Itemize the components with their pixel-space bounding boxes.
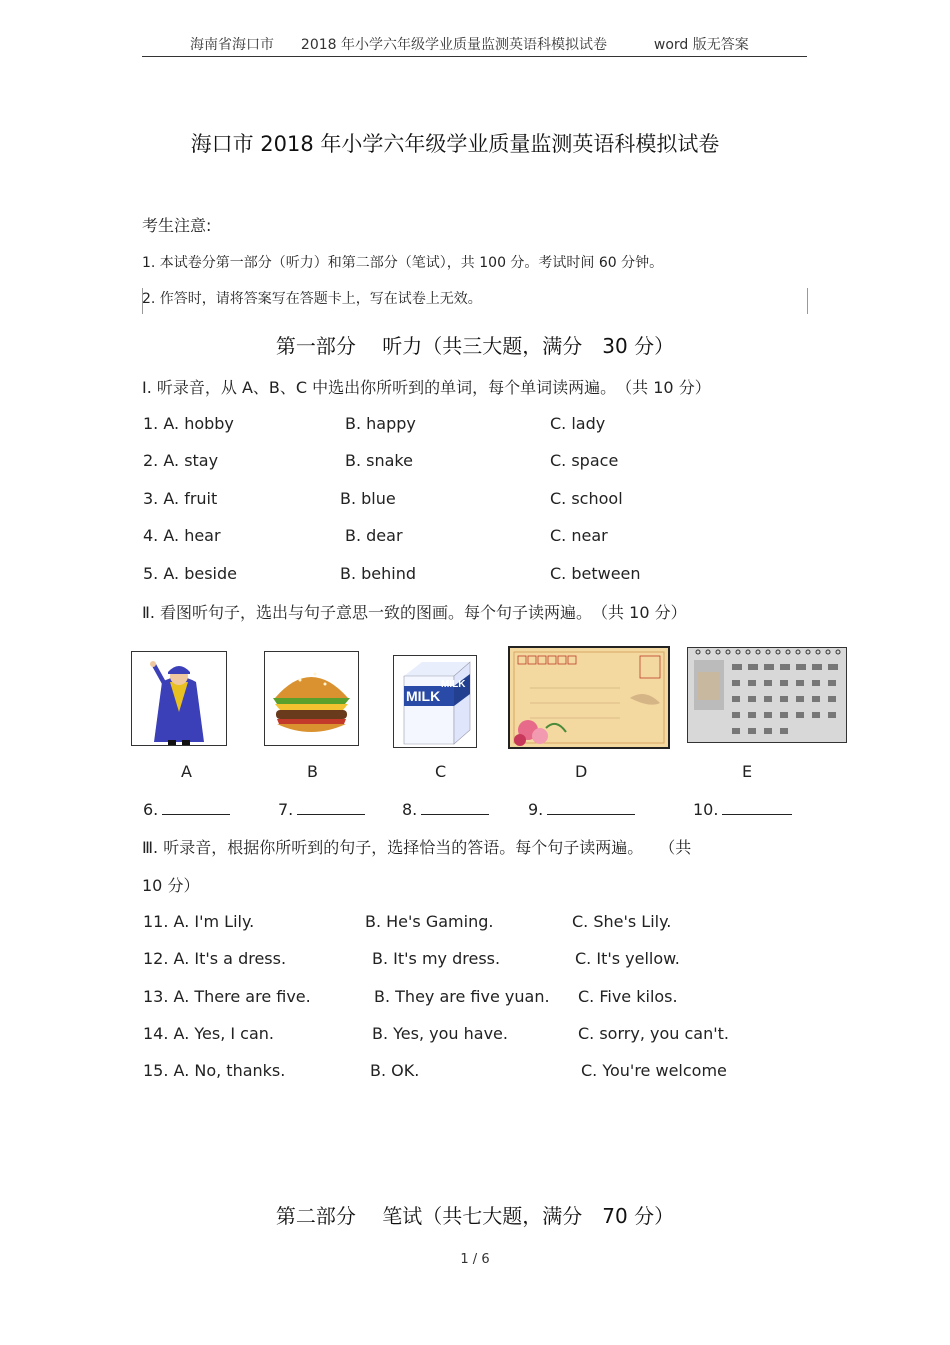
option-a: 1. A. hobby	[143, 414, 234, 433]
option-c: C. school	[550, 489, 623, 508]
option-c: C. space	[550, 451, 619, 470]
option-b: B. It's my dress.	[372, 949, 501, 968]
milk-label-front: MILK	[406, 688, 441, 704]
section3-heading-cont: 10 分）	[142, 876, 200, 895]
blank-7-number: 7.	[278, 800, 294, 819]
page-title: 海口市 2018 年小学六年级学业质量监测英语科模拟试卷	[190, 132, 720, 156]
option-c: C. You're welcome	[581, 1061, 727, 1080]
option-c: C. near	[550, 526, 608, 545]
section3-heading: Ⅲ. 听录音，根据你所听到的句子，选择恰当的答语。每个句子读两遍。 （共	[142, 838, 692, 857]
blank-9-number: 9.	[528, 800, 544, 819]
notice-item-1: 1. 本试卷分第一部分（听力）和第二部分（笔试），共 100 分。考试时间 60 分钟。	[142, 255, 664, 271]
blank-8	[402, 800, 489, 819]
header-title: 2018 年小学六年级学业质量监测英语科模拟试卷	[300, 37, 607, 53]
option-c: C. Five kilos.	[578, 987, 678, 1006]
blank-9	[528, 800, 635, 819]
option-c: C. sorry, you can't.	[578, 1024, 729, 1043]
option-c: C. It's yellow.	[575, 949, 680, 968]
picture-letter-d: D	[575, 762, 588, 781]
blank-10-number: 10.	[693, 800, 719, 819]
picture-b-hamburger	[264, 651, 359, 746]
option-a: 3. A. fruit	[143, 489, 218, 508]
option-a: 15. A. No, thanks.	[143, 1061, 286, 1080]
picture-e-calendar	[687, 647, 847, 743]
picture-c-milk	[393, 655, 477, 748]
picture-letter-e: E	[742, 762, 753, 781]
milk-label-side: MILK	[441, 679, 466, 690]
option-a: 4. A. hear	[143, 526, 221, 545]
option-b: B. They are five yuan.	[374, 987, 550, 1006]
option-b: B. Yes, you have.	[372, 1024, 508, 1043]
page-number: 1 / 6	[460, 1252, 490, 1267]
option-a: 11. A. I'm Lily.	[143, 912, 255, 931]
option-c: C. lady	[550, 414, 606, 433]
option-a: 13. A. There are five.	[143, 987, 311, 1006]
blank-8-number: 8.	[402, 800, 418, 819]
hamburger-icon	[265, 652, 358, 745]
option-a: 12. A. It's a dress.	[143, 949, 287, 968]
notice-heading: 考生注意:	[142, 216, 212, 235]
picture-letter-a: A	[181, 762, 192, 781]
option-a: 5. A. beside	[143, 564, 237, 583]
blank-6	[143, 800, 230, 819]
picture-a-raincoat	[131, 651, 227, 746]
notice-item-2: 2. 作答时，请将答案写在答题卡上，写在试卷上无效。	[142, 291, 482, 307]
section1-heading: Ⅰ. 听录音，从 A、B、C 中选出你所听到的单词，每个单词读两遍。 （共 10 分）	[142, 378, 711, 397]
header-region: 海南省海口市	[190, 37, 274, 53]
blank-6-number: 6.	[143, 800, 159, 819]
picture-letter-c: C	[435, 762, 447, 781]
running-header	[190, 34, 749, 54]
option-a: 2. A. stay	[143, 451, 219, 470]
option-b: B. behind	[340, 564, 417, 583]
section2-heading: Ⅱ. 看图听句子，选出与句子意思一致的图画。每个句子读两遍。 （共 10 分）	[142, 603, 687, 622]
option-b: B. snake	[345, 451, 413, 470]
calendar-icon	[688, 648, 846, 742]
picture-d-postcard	[508, 646, 670, 749]
option-b: B. OK.	[370, 1061, 420, 1080]
header-note: word 版无答案	[653, 37, 749, 53]
part1-heading: 第一部分 听力（共三大题，满分 30 分）	[275, 334, 675, 358]
picture-letter-b: B	[307, 762, 318, 781]
option-b: B. He's Gaming.	[365, 912, 494, 931]
option-c: C. between	[550, 564, 641, 583]
option-b: B. dear	[345, 526, 403, 545]
option-b: B. blue	[340, 489, 396, 508]
option-a: 14. A. Yes, I can.	[143, 1024, 274, 1043]
blank-7	[278, 800, 365, 819]
postcard-icon	[510, 648, 668, 747]
part2-heading: 第二部分 笔试（共七大题，满分 70 分）	[275, 1204, 675, 1228]
raincoat-child-icon	[132, 652, 226, 745]
header-rule	[142, 56, 807, 57]
option-b: B. happy	[345, 414, 416, 433]
option-c: C. She's Lily.	[572, 912, 672, 931]
blank-10	[693, 800, 792, 819]
